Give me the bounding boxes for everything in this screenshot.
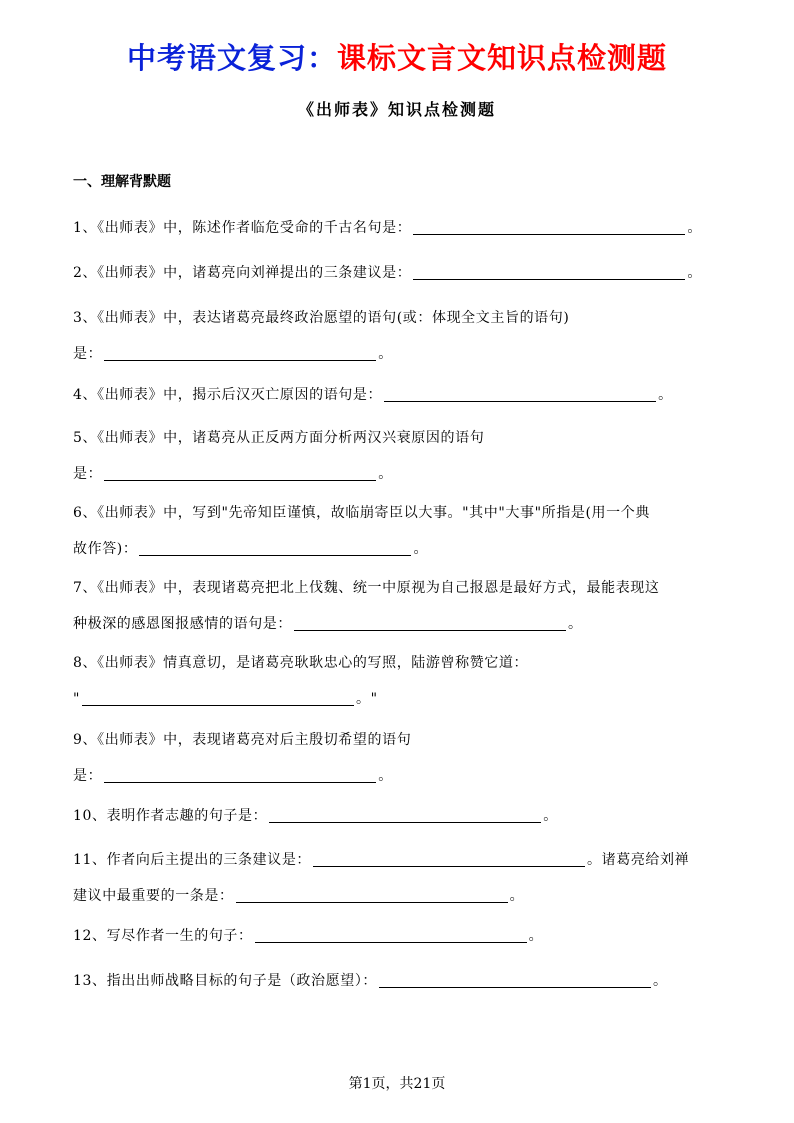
question-9 bbox=[73, 722, 733, 794]
answer-blank[interactable] bbox=[104, 344, 376, 361]
question-text-end: 。 bbox=[528, 928, 544, 944]
question-text-end: 。 bbox=[413, 541, 429, 557]
answer-blank[interactable] bbox=[255, 926, 527, 943]
answer-blank[interactable] bbox=[413, 218, 685, 235]
answer-blank[interactable] bbox=[82, 689, 354, 706]
question-text: 1、《出师表》中，陈述作者临危受命的千古名句是： bbox=[73, 220, 412, 236]
question-line bbox=[73, 420, 733, 456]
question-line bbox=[73, 495, 733, 531]
question-text-end: 。 bbox=[509, 888, 525, 904]
answer-blank[interactable] bbox=[236, 886, 508, 903]
question-text-end: 。 bbox=[687, 265, 702, 281]
question-11 bbox=[73, 842, 733, 914]
answer-blank[interactable] bbox=[379, 971, 651, 988]
question-text-end: 。 bbox=[378, 768, 393, 784]
question-line bbox=[73, 842, 733, 878]
document-title bbox=[0, 36, 794, 80]
title-part-red: 课标文言文知识点检测题 bbox=[337, 41, 668, 75]
question-line bbox=[73, 210, 733, 246]
question-line bbox=[73, 798, 733, 834]
question-line bbox=[73, 878, 733, 914]
question-line bbox=[73, 681, 733, 717]
question-text-mid: 。诸葛亮给刘禅 bbox=[587, 852, 690, 868]
question-line bbox=[73, 300, 733, 336]
question-text: 2、《出师表》中，诸葛亮向刘禅提出的三条建议是： bbox=[73, 265, 412, 281]
question-line bbox=[73, 722, 733, 758]
question-4 bbox=[73, 377, 733, 413]
answer-blank[interactable] bbox=[413, 263, 685, 280]
answer-blank[interactable] bbox=[104, 766, 376, 783]
question-line bbox=[73, 531, 733, 567]
question-text-end: 。 bbox=[378, 466, 393, 482]
section-heading: 一、理解背默题 bbox=[73, 174, 171, 190]
question-text: 10、表明作者志趣的句子是： bbox=[73, 808, 268, 824]
question-text: 6、《出师表》中，写到"先帝知臣谨慎，故临崩寄臣以大事。"其中"大事"所指是(用一个典 bbox=[73, 505, 650, 521]
question-line bbox=[73, 570, 733, 606]
question-text: 13、指出出师战略目标的句子是（政治愿望）： bbox=[73, 973, 378, 989]
question-text-end: 。 bbox=[543, 808, 558, 824]
document-subtitle: 《出师表》知识点检测题 bbox=[297, 100, 496, 119]
question-text: 12、写尽作者一生的句子： bbox=[73, 928, 253, 944]
question-6 bbox=[73, 495, 733, 567]
question-text: 种极深的感恩图报感情的语句是： bbox=[73, 616, 292, 632]
question-text: 建议中最重要的一条是： bbox=[73, 888, 234, 904]
question-text: 5、《出师表》中，诸葛亮从正反两方面分析两汉兴衰原因的语句 bbox=[73, 430, 485, 446]
question-text: 7、《出师表》中，表现诸葛亮把北上伐魏、统一中原视为自己报恩是最好方式，最能表现这 bbox=[73, 580, 660, 596]
question-text-end: 。 bbox=[658, 387, 673, 403]
answer-blank[interactable] bbox=[384, 385, 656, 402]
question-text: 是： bbox=[73, 466, 103, 482]
question-line bbox=[73, 758, 733, 794]
question-13 bbox=[73, 963, 733, 999]
question-line bbox=[73, 645, 733, 681]
answer-blank[interactable] bbox=[294, 614, 566, 631]
question-text-end: 。 bbox=[568, 616, 583, 632]
answer-blank[interactable] bbox=[139, 539, 411, 556]
question-text: 4、《出师表》中，揭示后汉灭亡原因的语句是： bbox=[73, 387, 383, 403]
question-2 bbox=[73, 255, 733, 291]
question-line bbox=[73, 606, 733, 642]
title-part-blue: 中考语文复习： bbox=[126, 41, 337, 75]
question-7 bbox=[73, 570, 733, 642]
page-number-footer: 第1页，共21页 bbox=[348, 1076, 446, 1092]
question-text: 9、《出师表》中，表现诸葛亮对后主殷切希望的语句 bbox=[73, 732, 412, 748]
question-text: 8、《出师表》情真意切，是诸葛亮耿耿忠心的写照，陆游曾称赞它道： bbox=[73, 655, 529, 671]
question-text-end: 。 bbox=[378, 346, 393, 362]
answer-blank[interactable] bbox=[269, 806, 541, 823]
question-text: " bbox=[73, 691, 81, 707]
question-text-end: 。 bbox=[653, 973, 668, 989]
question-text-end: 。 bbox=[687, 220, 702, 236]
question-line bbox=[73, 456, 733, 492]
question-text: 故作答)： bbox=[73, 541, 138, 557]
question-text: 是： bbox=[73, 346, 103, 362]
question-text-end: 。" bbox=[356, 691, 378, 707]
question-line bbox=[73, 255, 733, 291]
question-12 bbox=[73, 918, 733, 954]
answer-blank[interactable] bbox=[313, 850, 585, 867]
question-text: 3、《出师表》中，表达诸葛亮最终政治愿望的语句(或：体现全文主旨的语句) bbox=[73, 310, 570, 326]
answer-blank[interactable] bbox=[104, 464, 376, 481]
question-text: 是： bbox=[73, 768, 103, 784]
question-1 bbox=[73, 210, 733, 246]
question-line bbox=[73, 336, 733, 372]
question-8 bbox=[73, 645, 733, 717]
question-10 bbox=[73, 798, 733, 834]
question-5 bbox=[73, 420, 733, 492]
question-3 bbox=[73, 300, 733, 372]
question-line bbox=[73, 377, 733, 413]
question-line bbox=[73, 963, 733, 999]
question-text: 11、作者向后主提出的三条建议是： bbox=[73, 852, 312, 868]
question-line bbox=[73, 918, 733, 954]
